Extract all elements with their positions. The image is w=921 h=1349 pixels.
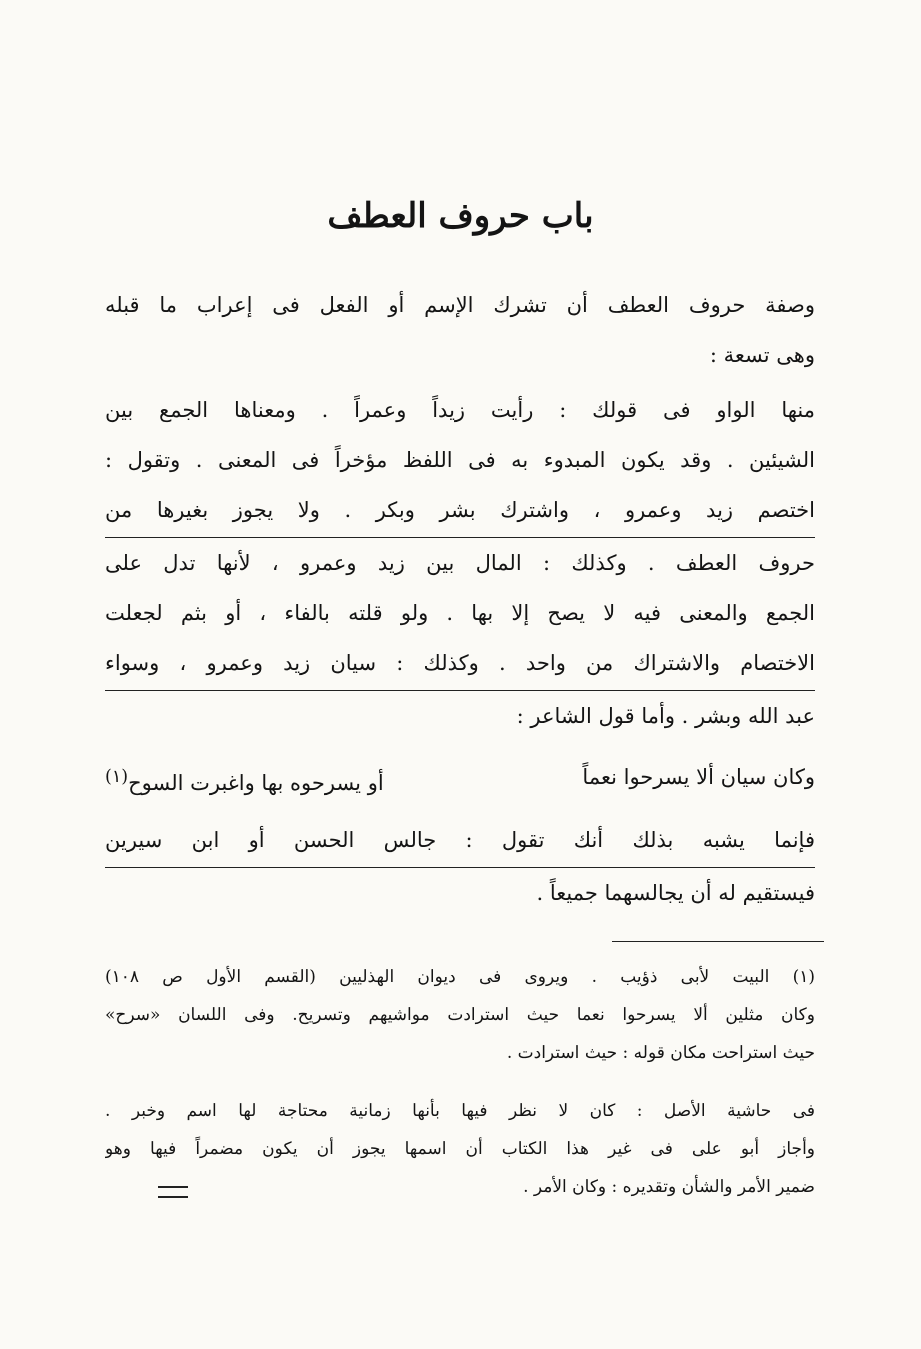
verse-second-hemistich: أو يسرحوه بها واغبرت السوح$^{(١)}$ [105,767,384,795]
text-line: الاختصام والاشتراك من واحد . وكذلك : سيان زيد وعمرو ، وسواء [105,638,815,691]
after-verse-paragraph [105,815,815,918]
footnote-line: حيث استراحت مكان قوله : حيث استرادت . [506,1043,815,1063]
text-line: عبد الله وبشر . وأما قول الشاعر : [516,704,815,728]
footnote-line: وكان مثلين ألا يسرحوا نعما حيث استرادت مواشيهم وتسريح. وفى اللسان «سرح» [105,1005,815,1025]
end-mark [158,1186,188,1198]
poetry-verse [105,752,815,808]
text-line: وصفة حروف العطف أن تشرك الإسم أو الفعل فى إعراب ما قبله [105,293,815,317]
intro-paragraph [105,280,815,380]
chapter-title: باب حروف العطف [327,196,594,236]
text-line: فيستقيم له أن يجالسهما جميعاً . [536,881,815,905]
footnote-line: فى حاشية الأصل : كان لا نظر فيها بأنها زمانية محتاجة لها اسم وخبر . [105,1101,815,1121]
footnote-line: ضمير الأمر والشأن وتقديره : وكان الأمر . [523,1177,815,1197]
footnote-line: (١) البيت لأبى ذؤيب . ويروى فى ديوان الهذليين (القسم الأول ص ١٠٨) [105,967,815,987]
text-line: منها الواو فى قولك : رأيت زيداً وعمراً . ومعناها الجمع بين [105,398,815,422]
text-line: الجمع والمعنى فيه لا يصح إلا بها . ولو قلته بالفاء ، أو بثم لجعلت [105,601,815,625]
footnote-2 [105,1092,815,1206]
verse-first-hemistich: وكان سيان ألا يسرحوا نعماً [582,765,815,789]
footnote-marker: (١) [105,767,129,787]
text-line: اختصم زيد وعمرو ، واشترك بشر وبكر . ولا يجوز بغيرها من [105,485,815,538]
body-paragraph [105,385,815,741]
footnote-separator [612,941,824,942]
text-line: حروف العطف . وكذلك : المال بين زيد وعمرو ، لأنها تدل على [105,551,815,575]
footnote-1 [105,958,815,1072]
text-line: فإنما يشبه بذلك أنك تقول : جالس الحسن أو ابن سيرين [105,815,815,868]
text-line: الشيئين . وقد يكون المبدوء به فى اللفظ مؤخراً فى المعنى . وتقول : [105,448,815,472]
text-line: وهى تسعة : [709,343,815,367]
footnote-line: وأجاز أبو على فى غير هذا الكتاب أن اسمها يجوز أن يكون مضمراً فيها وهو [105,1139,815,1159]
